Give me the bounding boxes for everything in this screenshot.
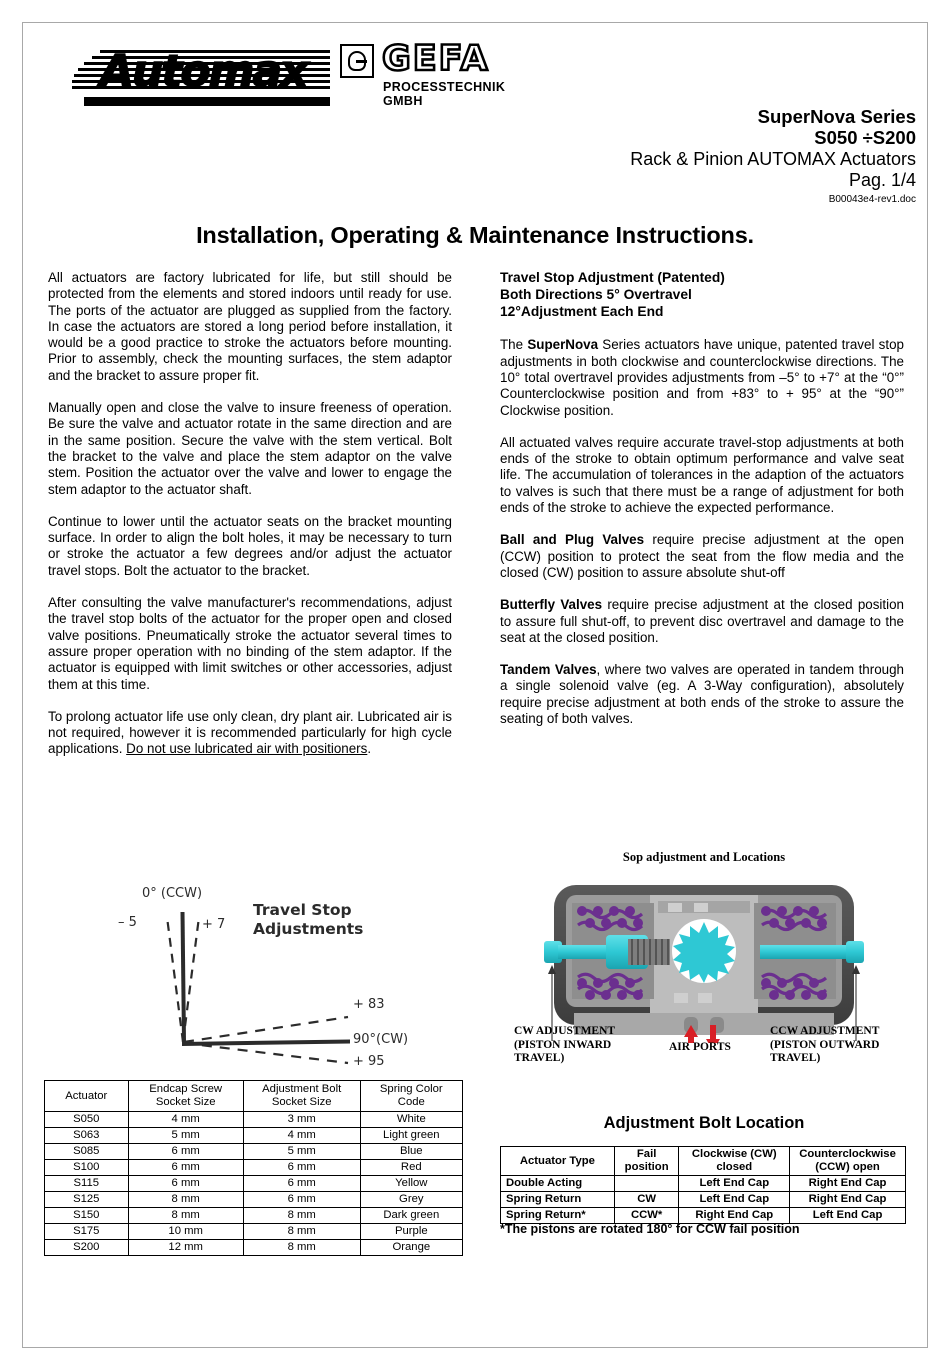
actuator-cross-section-svg — [498, 873, 910, 1043]
table-row — [501, 1176, 906, 1192]
header-line: Socket Size — [271, 1096, 332, 1108]
header-line: Adjustment Bolt — [262, 1083, 342, 1095]
paragraph: After consulting the valve manufacturer's recommendations, adjust the travel stop bolts of the actuator for the proper open and closed valve positions. Pneumatically stroke the actuator several times to assure proper operation with no binding of the stem adaptor. If the actuator is equipped with limit switches or other accessories, adjust them at this time. — [48, 595, 452, 692]
cell-actuator: S050 — [45, 1112, 129, 1128]
gefa-logo — [340, 39, 530, 108]
cell-bolt: 6 mm — [243, 1192, 360, 1208]
cell-endcap: 6 mm — [128, 1144, 243, 1160]
doc-code: B00043e4-rev1.doc — [828, 193, 916, 205]
cell-actuator: S125 — [45, 1192, 129, 1208]
table-row — [45, 1192, 463, 1208]
cell-color: White — [360, 1112, 462, 1128]
cell-endcap: 8 mm — [128, 1192, 243, 1208]
callout-air-ports: AIR PORTS — [669, 1041, 731, 1053]
column-header-counterclockwise-open — [790, 1147, 906, 1176]
cell-ccw: Left End Cap — [790, 1208, 906, 1224]
cell-bolt: 8 mm — [243, 1224, 360, 1240]
paragraph: All actuators are factory lubricated for life, but still should be protected from the elements and stored indoors until ready for use. The ports of the actuator are plugged as supplied from the factory. In case the actuators are stored a long period before installation, it would be a good practice to stroke the actuators before mounting. Prior to assembly, check the mounting surfaces, the stem adaptor and the bracket to assure proper fit. — [48, 270, 452, 383]
header-line: Counterclockwise — [799, 1148, 896, 1160]
header-line: Actuator Type — [519, 1154, 595, 1167]
cell-bolt: 6 mm — [243, 1160, 360, 1176]
callout-line: (PISTON INWARD — [514, 1038, 612, 1051]
column-header-fail-position — [614, 1147, 679, 1176]
table-row — [45, 1112, 463, 1128]
cell-color: Blue — [360, 1144, 462, 1160]
column-header-spring-color — [360, 1081, 462, 1112]
header-line: Clockwise (CW) — [691, 1148, 777, 1160]
cell-bolt: 3 mm — [243, 1112, 360, 1128]
header-line: Endcap Screw — [149, 1083, 223, 1095]
cell-ccw: Right End Cap — [790, 1192, 906, 1208]
cell-fail-position: CW — [614, 1192, 679, 1208]
cell-endcap: 6 mm — [128, 1160, 243, 1176]
series-name: SuperNova Series — [757, 106, 916, 127]
text: The — [500, 337, 528, 353]
cell-bolt: 6 mm — [243, 1176, 360, 1192]
callout-line: TRAVEL) — [514, 1052, 565, 1064]
spring-table-body — [45, 1112, 463, 1256]
header-line: Spring Color — [379, 1083, 443, 1095]
paragraph-ball-plug-valves — [500, 532, 904, 581]
cell-actuator: S200 — [45, 1240, 129, 1256]
text: require precise adjustment at the closed position to assure full shut-off, to prevent disc overtravel and damage to the seat at the closed position. — [500, 597, 904, 645]
cell-actuator: S175 — [45, 1224, 129, 1240]
heading-line: 12°Adjustment Each End — [500, 303, 664, 319]
heading-line: Both Directions 5° Overtravel — [500, 286, 692, 302]
header-line: Actuator — [65, 1089, 108, 1102]
cell-color: Red — [360, 1160, 462, 1176]
model-range: S050 ÷S200 — [814, 127, 916, 149]
page-title: Installation, Operating & Maintenance Instructions. — [196, 222, 754, 248]
paragraph: Continue to lower until the actuator seats on the bracket mounting surface. In order to align the bolt holes, it may be necessary to turn or stroke the actuator a few degrees and/or adjust the actuator travel stops. Bolt the actuator to the bracket. — [48, 513, 452, 578]
text: . — [367, 741, 372, 757]
document-header — [0, 0, 950, 215]
header-line: (CCW) open — [815, 1161, 880, 1173]
cell-bolt: 4 mm — [243, 1128, 360, 1144]
header-line: position — [624, 1161, 669, 1173]
table-row — [45, 1176, 463, 1192]
cell-color: Yellow — [360, 1176, 462, 1192]
callout-line: TRAVEL) — [770, 1052, 821, 1064]
bolt-table-body — [501, 1176, 906, 1224]
cell-fail-position: CCW* — [614, 1208, 679, 1224]
column-header-actuator — [45, 1081, 129, 1112]
valve-type-label: Ball and Plug Valves — [500, 532, 645, 548]
cell-endcap: 8 mm — [128, 1208, 243, 1224]
header-line: Fail — [636, 1148, 657, 1160]
cell-fail-position — [614, 1176, 679, 1192]
gefa-subtitle: PROCESSTECHNIK GMBH — [383, 80, 506, 108]
left-column — [48, 270, 452, 758]
text: , where two valves are operated in tandem through a single solenoid valve (eg. A 3-Way configuration), absolutely require precise adjustment at both ends of the stroke to assure the seating of both valves. — [500, 662, 904, 727]
paragraph-butterfly-valves — [500, 597, 904, 646]
cell-cw: Left End Cap — [679, 1176, 790, 1192]
brand-bold: SuperNova — [527, 337, 599, 353]
valve-type-label: Butterfly Valves — [500, 597, 603, 613]
angle-label-plus7: + 7 — [202, 917, 226, 932]
travel-stop-angle-diagram — [110, 884, 470, 1074]
text: Series actuators have unique, patented travel stop adjustments in both clockwise and counterclockwise directions. The 10° total overtravel provides adjustments from –5° to +7° at the “0°” Counterclockwise position and from +83° to + 95° at the “90°” Clockwise position. — [500, 337, 904, 418]
cell-cw: Right End Cap — [679, 1208, 790, 1224]
bolt-table-title: Adjustment Bolt Location — [603, 1114, 805, 1132]
cell-ccw: Right End Cap — [790, 1176, 906, 1192]
cell-color: Purple — [360, 1224, 462, 1240]
column-header-clockwise-closed — [679, 1147, 790, 1176]
cell-endcap: 6 mm — [128, 1176, 243, 1192]
automax-wordmark: Automax — [100, 46, 307, 97]
callout-line: CW ADJUSTMENT — [514, 1025, 616, 1037]
text: require precise adjustment at the open (CCW) position to protect the seat from the flow media and the closed (CW) position to assure absolute shut-off — [500, 532, 904, 580]
table-header-row — [501, 1147, 906, 1176]
adjustment-bolt-location-table — [500, 1146, 906, 1224]
text: To prolong actuator life use only clean, dry plant air. Lubricated air is not required, however it is recommended particularly for high cycle applications. — [48, 708, 452, 757]
heading-line: Travel Stop Adjustment (Patented) — [500, 270, 725, 285]
table-row — [45, 1208, 463, 1224]
angle-label-plus95: + 95 — [353, 1054, 385, 1069]
travel-stop-heading — [500, 270, 904, 320]
angle-label-ccw: 0° (CCW) — [142, 886, 203, 901]
product-line: Rack & Pinion AUTOMAX Actuators — [630, 148, 916, 169]
angle-label-cw: 90°(CW) — [353, 1032, 409, 1047]
cell-cw: Left End Cap — [679, 1192, 790, 1208]
header-line: closed — [716, 1161, 753, 1173]
angle-label-minus5: – 5 — [118, 915, 137, 930]
paragraph: Manually open and close the valve to insure freeness of operation. Be sure the valve and actuator rotate in the same direction and are in the same position. Secure the valve with the stem vertical. Bolt the bracket to the valve and place the stem adaptor on the valve stem. Position the actuator over the valve and lower to engage the stem adaptor to the actuator shaft. — [48, 400, 452, 497]
cell-color: Dark green — [360, 1208, 462, 1224]
column-header-actuator-type — [501, 1147, 615, 1176]
callout-ccw-adjustment — [770, 1025, 879, 1066]
paragraph-accuracy: All actuated valves require accurate travel-stop adjustments at both ends of the stroke to obtain optimum performance and valve seat life. The accumulation of tolerances in the adaption of the actuators to valves is such that there must be a range of adjustment for both ends of the stroke to achieve the expected performance. — [500, 434, 904, 516]
underlined-warning: Do not use lubricated air with positioners — [126, 741, 368, 757]
spring-color-table — [44, 1080, 463, 1256]
cell-actuator: S115 — [45, 1176, 129, 1192]
header-line: Code — [397, 1096, 425, 1108]
cell-endcap: 10 mm — [128, 1224, 243, 1240]
cell-actuator-type: Spring Return* — [501, 1208, 615, 1224]
column-header-adjustment-bolt — [243, 1081, 360, 1112]
cell-color: Grey — [360, 1192, 462, 1208]
cell-bolt: 8 mm — [243, 1240, 360, 1256]
paragraph-air-warning — [48, 709, 452, 758]
table-row — [45, 1144, 463, 1160]
automax-logo — [72, 48, 330, 106]
column-header-endcap-screw — [128, 1081, 243, 1112]
cell-actuator: S085 — [45, 1144, 129, 1160]
table-row — [501, 1192, 906, 1208]
cell-endcap: 5 mm — [128, 1128, 243, 1144]
actuator-cross-section-figure — [498, 845, 910, 1090]
cell-actuator: S100 — [45, 1160, 129, 1176]
cell-endcap: 4 mm — [128, 1112, 243, 1128]
table-row — [45, 1160, 463, 1176]
callout-line: (PISTON OUTWARD — [770, 1038, 880, 1051]
table-row — [45, 1128, 463, 1144]
cell-bolt: 8 mm — [243, 1208, 360, 1224]
figure-caption: Sop adjustment and Locations — [622, 850, 786, 864]
right-column — [500, 270, 904, 727]
bolt-table-footnote: *The pistons are rotated 180° for CCW fail position — [500, 1222, 800, 1236]
gefa-monogram-icon — [340, 44, 374, 78]
valve-type-label: Tandem Valves — [500, 662, 597, 678]
header-meta-block — [630, 106, 916, 205]
paragraph-supernova-intro — [500, 337, 904, 418]
cell-actuator-type: Double Acting — [501, 1176, 615, 1192]
cell-color: Orange — [360, 1240, 462, 1256]
cell-actuator-type: Spring Return — [501, 1192, 615, 1208]
angle-diagram-title-line2: Adjustments — [253, 920, 364, 938]
cell-actuator: S063 — [45, 1128, 129, 1144]
paragraph-tandem-valves — [500, 662, 904, 727]
cell-bolt: 5 mm — [243, 1144, 360, 1160]
cell-actuator: S150 — [45, 1208, 129, 1224]
callout-line: CCW ADJUSTMENT — [770, 1025, 880, 1037]
angle-label-plus83: + 83 — [353, 997, 385, 1012]
gefa-wordmark: GEFA — [382, 39, 490, 79]
table-row — [45, 1224, 463, 1240]
automax-underbar — [84, 97, 330, 106]
cell-color: Light green — [360, 1128, 462, 1144]
callout-cw-adjustment — [514, 1025, 615, 1066]
header-line: Socket Size — [155, 1096, 216, 1108]
table-row — [45, 1240, 463, 1256]
angle-diagram-title-line1: Travel Stop — [253, 901, 352, 919]
cell-endcap: 12 mm — [128, 1240, 243, 1256]
angle-diagram-title — [253, 901, 363, 939]
page-number: Pag. 1/4 — [848, 169, 916, 190]
table-header-row — [45, 1081, 463, 1112]
